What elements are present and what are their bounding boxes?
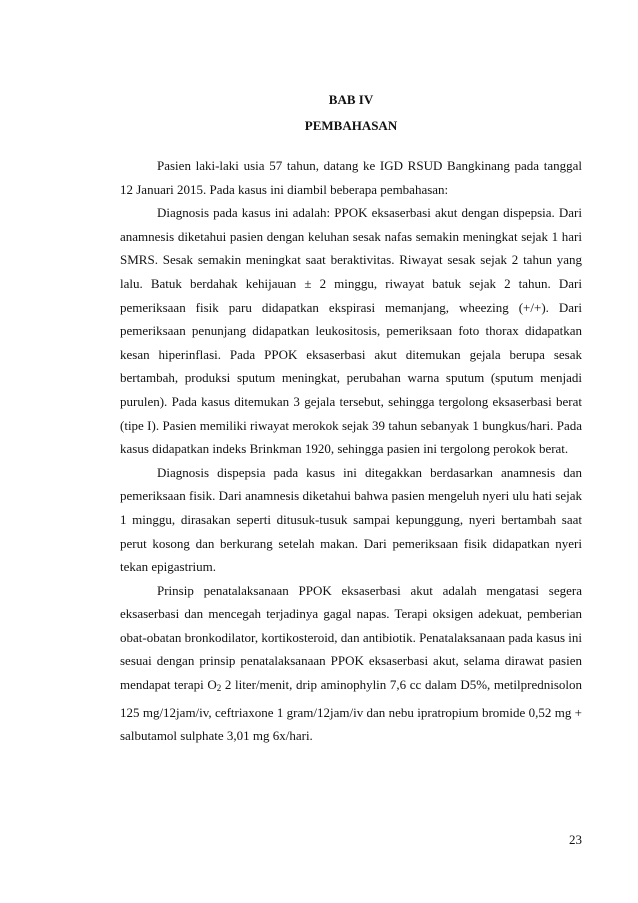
page-number: 23 bbox=[569, 832, 582, 847]
paragraph-4-text-start: Prinsip penatalaksanaan PPOK eksaserbasi akut adalah mengatasi segera eksaserbasi dan mencegah terjadinya gagal napas. Terapi oksigen adekuat, pemberian obat-obatan bronkodilator, kortikosteroid, dan antibiotik. Penatalaksanaan pada kasus ini sesuai dengan prinsip penatalaksanaan PPOK eksaserbasi akut, selama dirawat pasien mendapat terapi O bbox=[120, 582, 582, 693]
section-title: PEMBAHASAN bbox=[304, 118, 398, 133]
paragraph-4-text-end: 2 liter/menit, drip aminophylin 7,6 cc dalam D5%, metilprednisolon 125 mg/12jam/iv, ceftriaxone 1 gram/12jam/iv dan nebu ipratropium bromide 0,52 mg + salbutamol sulphate 3,01 mg 6x/hari. bbox=[120, 677, 583, 744]
oxygen-subscript: 2 bbox=[216, 683, 222, 694]
chapter-heading: BAB IV bbox=[328, 92, 374, 107]
paragraph-2: Diagnosis pada kasus ini adalah: PPOK eksaserbasi akut dengan dispepsia. Dari anamnesis diketahui pasien dengan keluhan sesak nafas semakin meningkat sejak 1 hari SMRS. Sesak semakin meningkat saat beraktivitas. Riwayat sesak sejak 2 tahun yang lalu. Batuk berdahak kehijauan ± 2 minggu, riwayat batuk sejak 2 tahun. Dari pemeriksaan fisik paru didapatkan ekspirasi memanjang, wheezing (+/+). Dari pemeriksaan penunjang didapatkan leukositosis, pemeriksaan foto thorax didapatkan kesan hiperinflasi. Pada PPOK eksaserbasi akut ditemukan gejala berupa sesak bertambah, produksi sputum meningkat, perubahan warna sputum (sputum menjadi purulen). Pada kasus ditemukan 3 gejala tersebut, sehingga tergolong eksaserbasi berat (tipe I). Pasien memiliki riwayat merokok sejak 39 tahun sebanyak 1 bungkus/hari. Pada kasus didapatkan indeks Brinkman 1920, sehingga pasien ini tergolong perokok berat. bbox=[120, 205, 582, 457]
paragraph-1: Pasien laki-laki usia 57 tahun, datang ke IGD RSUD Bangkinang pada tanggal 12 Januari 2015. Pada kasus ini diambil beberapa pembahasan: bbox=[120, 158, 582, 197]
paragraph-4 bbox=[120, 579, 582, 748]
body-text bbox=[120, 154, 582, 748]
paragraph-3: Diagnosis dispepsia pada kasus ini ditegakkan berdasarkan anamnesis dan pemeriksaan fisik. Dari anamnesis diketahui bahwa pasien mengeluh nyeri ulu hati sejak 1 minggu, dirasakan seperti ditusuk-tusuk sampai kepunggung, nyeri bertambah saat perut kosong dan berkurang setelah makan. Dari pemeriksaan fisik didapatkan nyeri tekan epigastrium. bbox=[120, 464, 582, 575]
